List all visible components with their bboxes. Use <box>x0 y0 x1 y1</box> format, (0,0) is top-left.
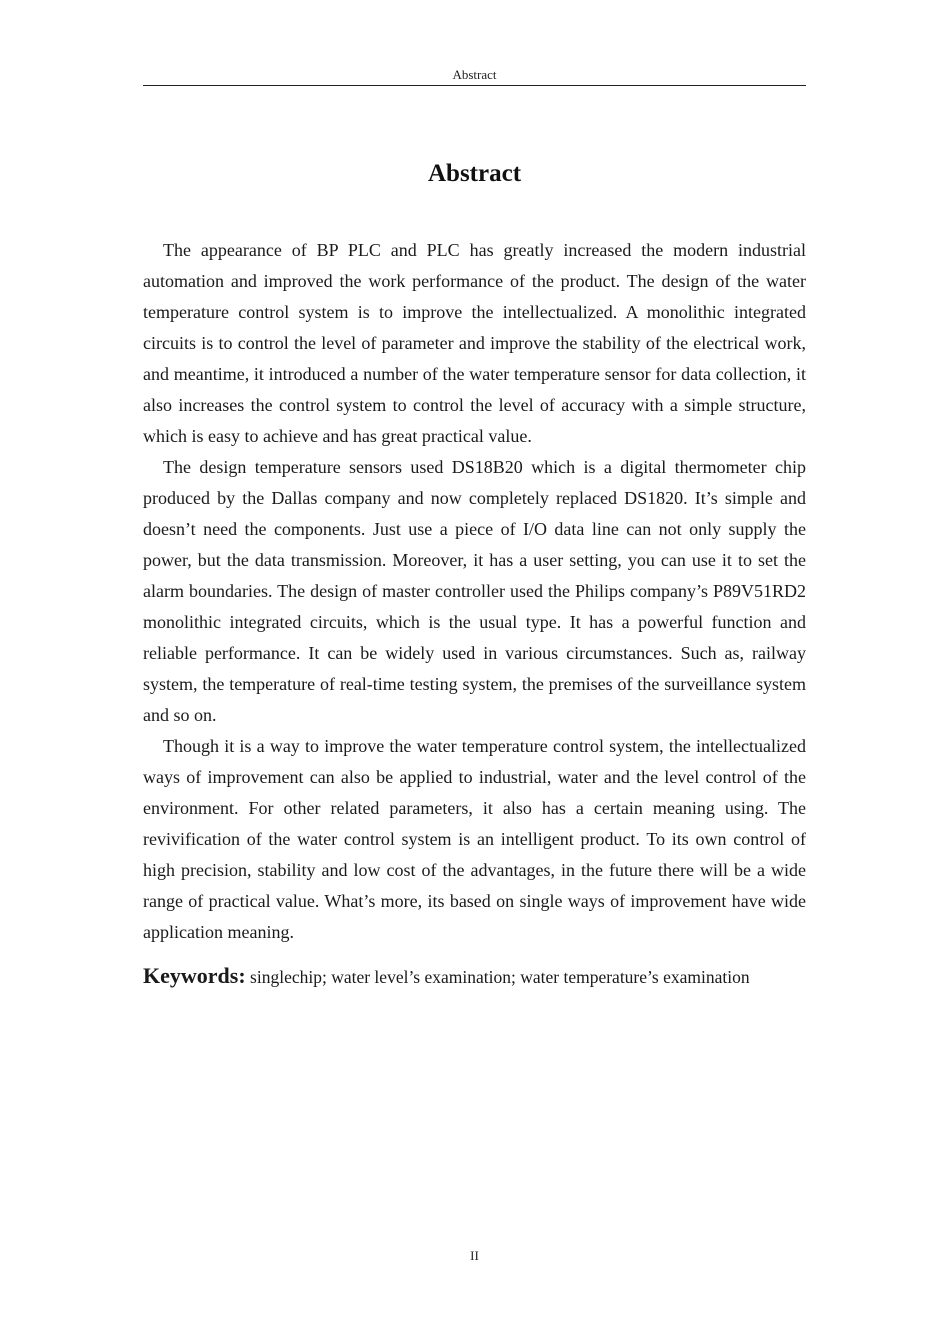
page-number: II <box>470 1248 479 1263</box>
header-divider <box>143 85 806 86</box>
paragraph-3: Though it is a way to improve the water temperature control system, the intellectualized ways of improvement can also be applied to industrial, water and the level control of the environment. For other related parameters, it also has a certain meaning using. The revivification of the water control system is an intelligent product. To its own control of high precision, stability and low cost of the advantages, in the future there will be a wide range of practical value. What’s more, its based on single ways of improvement have wide application meaning. <box>143 736 806 942</box>
page-title: Abstract <box>427 160 522 187</box>
abstract-body <box>143 235 806 948</box>
paragraph-1: The appearance of BP PLC and PLC has greatly increased the modern industrial automation and improved the work performance of the product. The design of the water temperature control system is to improve the intellectualized. A monolithic integrated circuits is to control the level of parameter and improve the stability of the electrical work, and meantime, it introduced a number of the water temperature sensor for data collection, it also increases the control system to control the level of accuracy with a simple structure, which is easy to achieve and has great practical value. <box>143 240 806 446</box>
paragraph-2: The design temperature sensors used DS18B20 which is a digital thermometer chip produced by the Dallas company and now completely replaced DS1820. It’s simple and doesn’t need the components. Just use a piece of I/O data line can not only supply the power, but the data transmission. Moreover, it has a user setting, you can use it to set the alarm boundaries. The design of master controller used the Philips company’s P89V51RD2 monolithic integrated circuits, which is the usual type. It has a powerful function and reliable performance. It can be widely used in various circumstances. Such as, railway system, the temperature of real-time testing system, the premises of the surveillance system and so on. <box>143 457 806 725</box>
keywords-line <box>143 961 806 992</box>
keywords-label: Keywords: <box>143 963 246 988</box>
keywords-text: singlechip; water level’s examination; water temperature’s examination <box>250 967 750 987</box>
running-header: Abstract <box>452 67 497 82</box>
